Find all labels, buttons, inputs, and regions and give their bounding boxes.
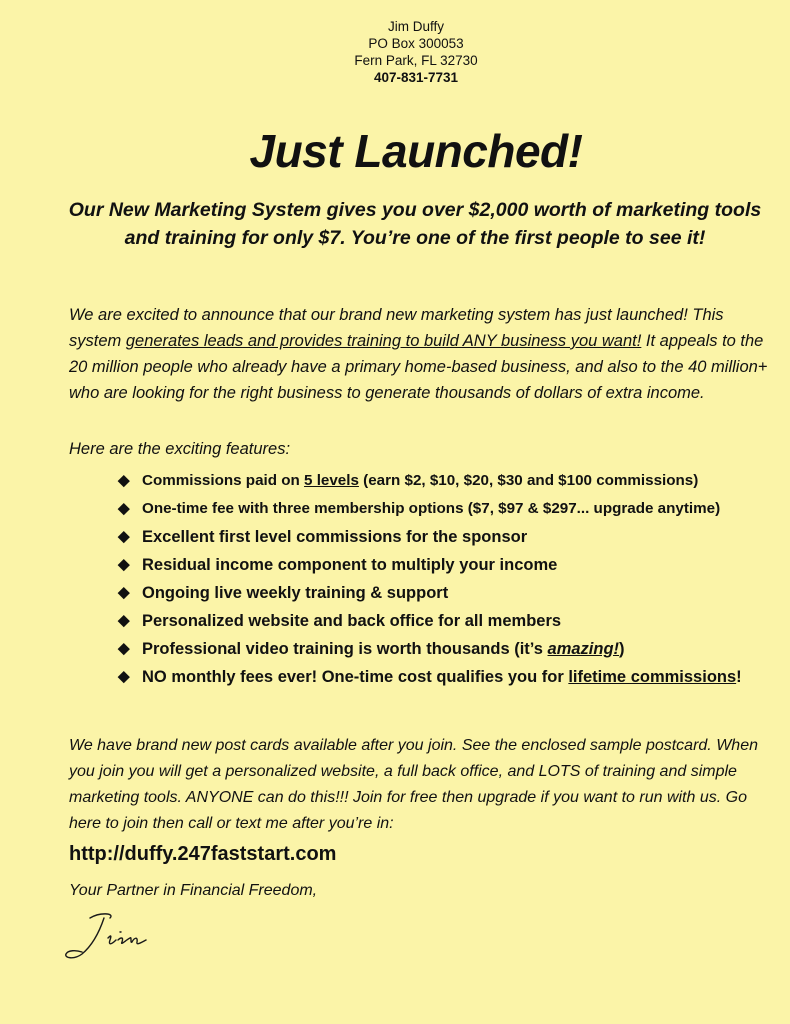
feature-item: [118, 579, 778, 607]
feature-text: Personalized website and back office for all members: [142, 612, 562, 630]
diamond-bullet-icon: ◆: [118, 472, 130, 489]
feature-item: [118, 495, 778, 523]
feature-text: Professional video training is worth thousands (it’s: [142, 640, 548, 658]
feature-underlined-text: lifetime commissions: [568, 668, 737, 686]
feature-item: [118, 551, 778, 579]
sender-po-box: PO Box 300053: [368, 36, 464, 51]
subheadline-line-1: Our New Marketing System gives you over $2,000 worth of marketing tools: [68, 199, 762, 221]
feature-item: [118, 607, 778, 635]
subheadline-line-2: and training for only $7. You’re one of the first people to see it!: [124, 227, 706, 249]
closing-paragraph: We have brand new post cards available after you join. See the enclosed sample postcard. When you join you will get a personalized website, a full back office, and LOTS of training and simple marketing tools. ANYONE can do this!!! Join for free then upgrade if you want to run with us. Go here to join then call or text me after you’re in:: [69, 737, 758, 832]
feature-text: ): [619, 640, 625, 658]
intro-paragraph: [69, 302, 769, 406]
handwritten-signature: [60, 910, 160, 967]
feature-text: Commissions paid on: [142, 472, 305, 489]
features-list: [118, 467, 778, 691]
diamond-bullet-icon: ◆: [118, 640, 130, 657]
feature-text: Residual income component to multiply your income: [142, 556, 558, 574]
diamond-bullet-icon: ◆: [118, 528, 130, 545]
subheadline: [40, 196, 790, 252]
intro-underlined-text: generates leads and provides training to build ANY business you want!: [125, 332, 642, 350]
feature-item: [118, 635, 778, 663]
feature-item: [118, 663, 778, 691]
sender-name: Jim Duffy: [387, 19, 444, 34]
headline: Just Launched!: [249, 125, 583, 177]
feature-text: !: [736, 668, 742, 686]
diamond-bullet-icon: ◆: [118, 556, 130, 573]
signature-graphic: [60, 910, 160, 962]
feature-text: (earn $2, $10, $20, $30 and $100 commissions): [358, 472, 699, 489]
intro-text-2: It appeals to the 20 million people who already have a primary home-based business, and also to the 40 million+ who are looking for the right business to generate thousands of dollars of extra income.: [69, 332, 768, 402]
diamond-bullet-icon: ◆: [118, 612, 130, 629]
diamond-bullet-icon: ◆: [118, 584, 130, 601]
feature-text: Ongoing live weekly training & support: [142, 584, 449, 602]
sender-phone: 407-831-7731: [373, 70, 459, 85]
feature-text: NO monthly fees ever! One-time cost qualifies you for: [142, 668, 569, 686]
sender-city: Fern Park, FL 32730: [354, 53, 478, 68]
sender-address-block: [0, 18, 790, 86]
feature-underlined-text: amazing!: [547, 640, 620, 658]
diamond-bullet-icon: ◆: [118, 668, 130, 685]
feature-item: [118, 523, 778, 551]
feature-text: Excellent first level commissions for the sponsor: [142, 528, 528, 546]
feature-underlined-text: 5 levels: [304, 472, 359, 489]
signoff: Your Partner in Financial Freedom,: [69, 882, 318, 899]
feature-text: One-time fee with three membership options ($7, $97 & $297... upgrade anytime): [142, 500, 721, 517]
join-url-link[interactable]: http://duffy.247faststart.com: [69, 843, 337, 865]
diamond-bullet-icon: ◆: [118, 500, 130, 517]
feature-item: [118, 467, 778, 495]
features-intro: Here are the exciting features:: [69, 440, 291, 458]
intro-text-1: We are excited to announce that our brand new marketing system has just launched! This system: [69, 306, 724, 350]
